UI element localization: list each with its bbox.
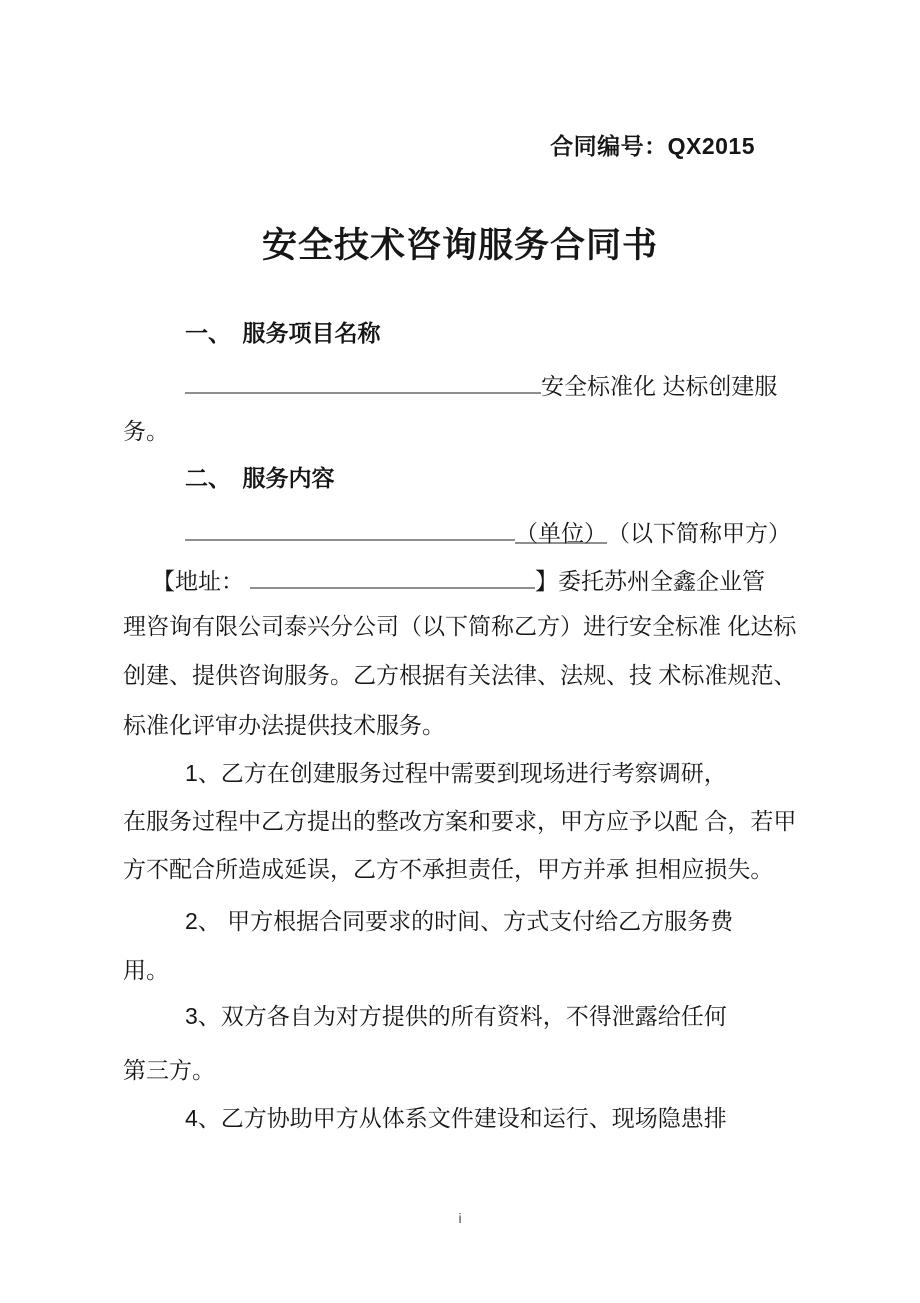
address-line xyxy=(123,563,832,596)
section-1-heading: 一、 服务项目名称 xyxy=(185,320,381,346)
body-text-line: 创建、提供咨询服务。乙方根据有关法律、法规、技 术标准规范、 xyxy=(123,662,797,688)
party-a-line xyxy=(123,515,865,548)
service-name-text: 安全标准化 达标创建服 xyxy=(541,373,778,399)
item-2-line: 用。 xyxy=(123,957,169,983)
service-name-line xyxy=(123,368,865,401)
item-1-line: 在服务过程中乙方提出的整改方案和要求，甲方应予以配 合，若甲 xyxy=(123,808,797,834)
fill-in-blank xyxy=(185,515,515,541)
item-1-line: 方不配合所造成延误，乙方不承担责任，甲方并承 担相应损失。 xyxy=(123,856,774,882)
item-2-line: 2、 甲方根据合同要求的时间、方式支付给乙方服务费 xyxy=(185,908,734,934)
item-3-line: 3、双方各自为对方提供的所有资料，不得泄露给任何 xyxy=(185,1003,727,1029)
item-3-line: 第三方。 xyxy=(123,1057,215,1083)
unit-label: （单位） xyxy=(515,520,607,546)
document-title: 安全技术咨询服务合同书 xyxy=(261,226,658,265)
item-1-line: 1、乙方在创建服务过程中需要到现场进行考察调研， xyxy=(185,760,727,786)
body-text-line: 理咨询有限公司泰兴分公司（以下简称乙方）进行安全标准 化达标 xyxy=(123,613,797,639)
page-number: i xyxy=(458,1210,462,1226)
section-2-heading: 二、 服务内容 xyxy=(185,465,335,491)
address-open-bracket: 【地址： xyxy=(152,568,244,594)
fill-in-blank xyxy=(250,563,535,589)
item-4-line: 4、乙方协助甲方从体系文件建设和运行、现场隐患排 xyxy=(185,1105,727,1131)
fill-in-blank xyxy=(185,368,541,394)
body-text-line: 标准化评审办法提供技术服务。 xyxy=(123,712,445,738)
contract-number: 合同编号：QX2015 xyxy=(550,133,755,159)
service-name-continuation: 务。 xyxy=(123,418,169,444)
party-a-alias: （以下简称甲方） xyxy=(607,520,791,546)
address-close-text: 】委托苏州全鑫企业管 xyxy=(535,568,765,594)
